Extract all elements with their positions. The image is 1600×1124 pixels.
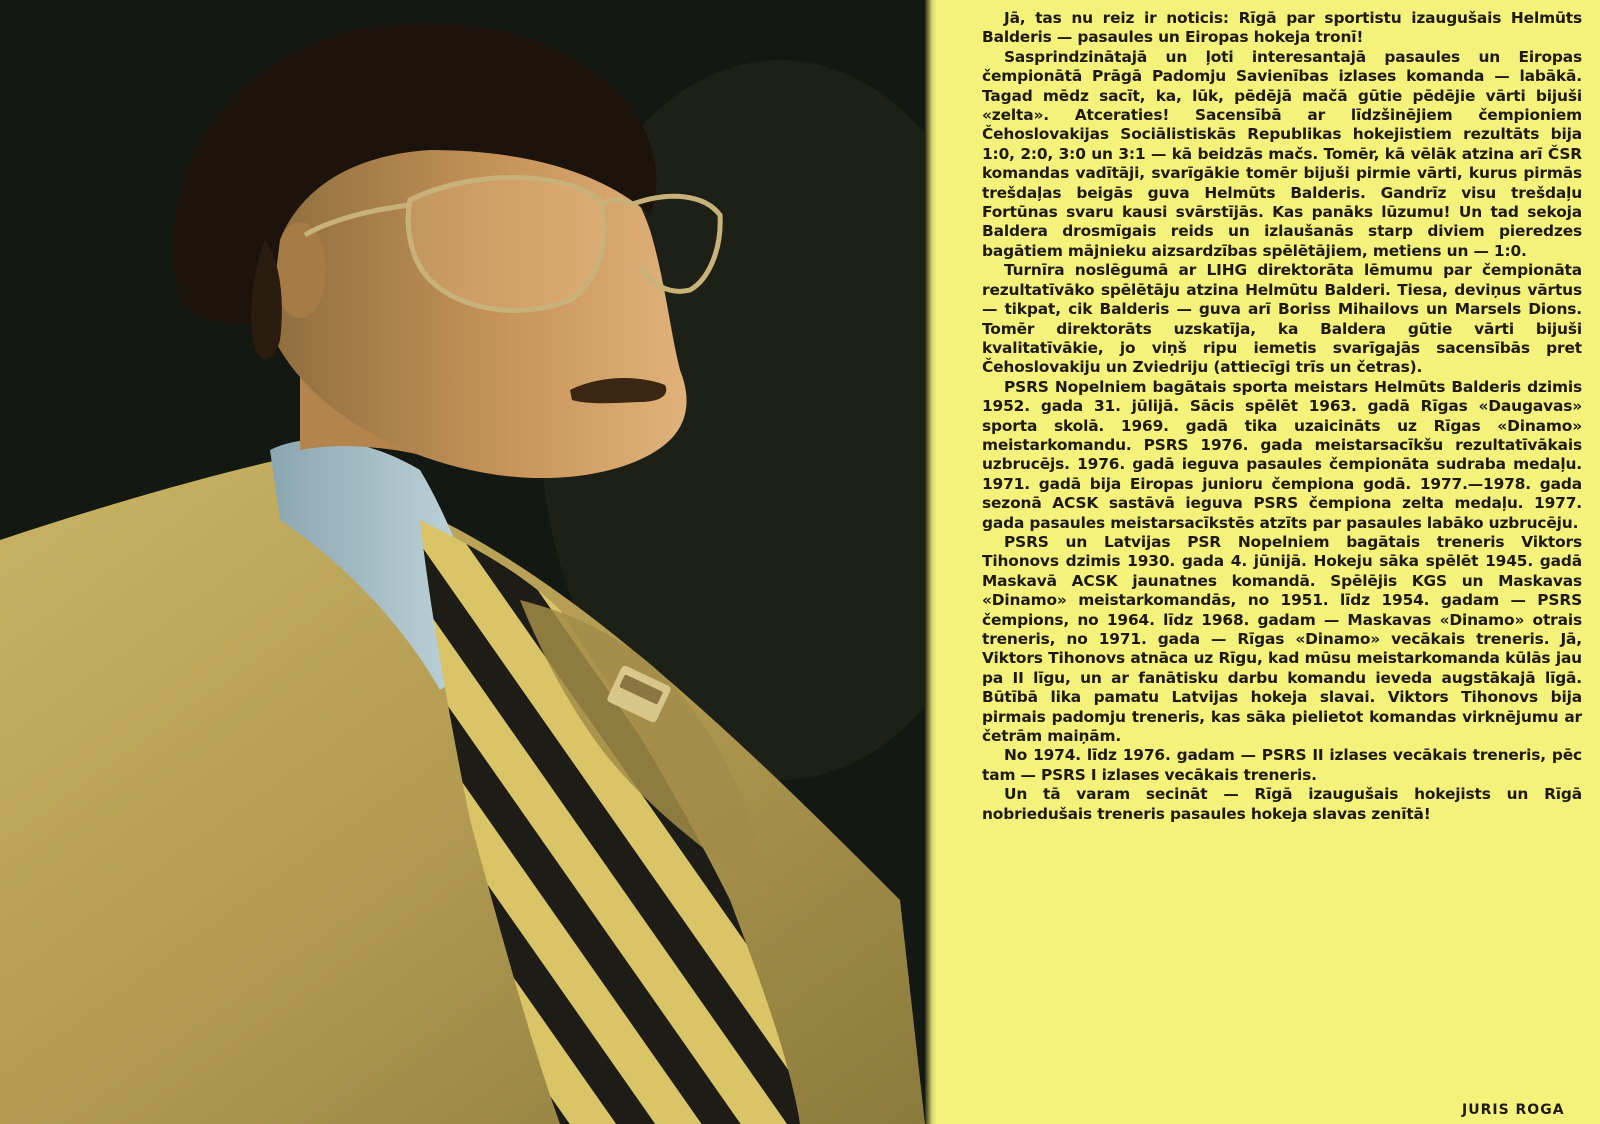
page-gutter bbox=[925, 0, 937, 1124]
article-paragraph: Un tā varam secināt — Rīgā izaugušais hokejists un Rīgā nobriedušais treneris pasaules hokeja slavas zenītā! bbox=[982, 785, 1582, 823]
article-paragraph: Sasprindzinātajā un ļoti interesantajā pasaules un Eiropas čempionātā Prāgā Padomju Savienības izlases komanda — labākā. Tagad mēdz sacīt, ka, lūk, pēdējā mačā gūtie pēdējie vārti bijuši «zelta». Atceraties! Sacensībā ar līdzšinējiem čempioniem Čehoslovakijas Sociālistiskās Republikas hokejistiem rezultāts bija 1:0, 2:0, 3:0 un 3:1 — kā beidzās mačs. Tomēr, kā vēlāk atzina arī ČSR komandas vadītāji, svarīgākie tomēr bijuši pirmie vārti, kurus pirmās trešdaļas beigās guva Helmūts Balderis. Gandrīz visu trešdaļu Fortūnas svaru kausi svārstījās. Kas panāks lūzumu! Un tad sekoja Baldera drosmīgais reids un izlaušanās starp diviem pieredzes bagātiem mājnieku aizsardzības spēlētājiem, metiens un — 1:0. bbox=[982, 47, 1582, 260]
author-signature: JURIS ROGA bbox=[1462, 1102, 1565, 1118]
article-paragraph: PSRS un Latvijas PSR Nopelniem bagātais treneris Viktors Tihonovs dzimis 1930. gada 4. jūnijā. Hokeju sāka spēlēt 1945. gadā Maskavā ACSK jaunatnes komandā. Spēlējis KGS un Maskavas «Dinamo» meistarkomandās, no 1951. līdz 1954. gadam — PSRS čempions, no 1964. līdz 1968. gadam — Maskavas «Dinamo» otrais treneris, no 1971. gada — Rīgas «Dinamo» vecākais treneris. Jā, Viktors Tihonovs atnāca uz Rīgu, kad mūsu meistarkomanda kūlās jau pa II līgu, un ar fanātisku darbu komandu ieveda augstākajā līgā. Būtībā lika pamatu Latvijas hokeja slavai. Viktors Tihonovs bija pirmais padomju treneris, kas sāka pielietot komandas virknējumu ar četrām maiņām. bbox=[982, 532, 1582, 746]
article-paragraph: PSRS Nopelniem bagātais sporta meistars Helmūts Balderis dzimis 1952. gada 31. jūlijā. Sācis spēlēt 1963. gadā Rīgas «Daugavas» sporta skolā. 1969. gadā tika uzaicināts uz Rīgas «Dinamo» meistarkomandu. PSRS 1976. gada meistarsacīkšu rezultatīvākais uzbrucējs. 1976. gadā ieguva pasaules čempionāta sudraba medaļu. 1971. gadā bija Eiropas junioru čempiona godā. 1977.—1978. gada sezonā ACSK sastāvā ieguva PSRS čempiona zelta medaļu. 1977. gada pasaules meistarsacīkstēs atzīts par pasaules labāko uzbrucēju. bbox=[982, 377, 1582, 532]
article-paragraph: No 1974. līdz 1976. gadam — PSRS II izlases vecākais treneris, pēc tam — PSRS I izlases vecākais treneris. bbox=[982, 746, 1582, 784]
article-paragraph: Turnīra noslēgumā ar LIHG direktorāta lēmumu par čempionāta rezultatīvāko spēlētāju atzina Helmūtu Balderi. Tiesa, deviņus vārtus — tikpat, cik Balderis — guva arī Boriss Mihailovs un Marsels Dions. Tomēr direktorāts uzskatīja, ka Baldera gūtie vārti bijuši kvalitatīvākie, jo viņš ripu iemetis svarīgajās sacensībās pret Čehoslovakiju un Zviedriju (attiecīgi trīs un četras). bbox=[982, 261, 1582, 377]
ear-shape bbox=[274, 222, 326, 318]
article-text bbox=[982, 9, 1582, 1119]
article-paragraph: Jā, tas nu reiz ir noticis: Rīgā par sportistu izaugušais Helmūts Balderis — pasaules un Eiropas hokeja tronī! bbox=[982, 9, 1582, 47]
